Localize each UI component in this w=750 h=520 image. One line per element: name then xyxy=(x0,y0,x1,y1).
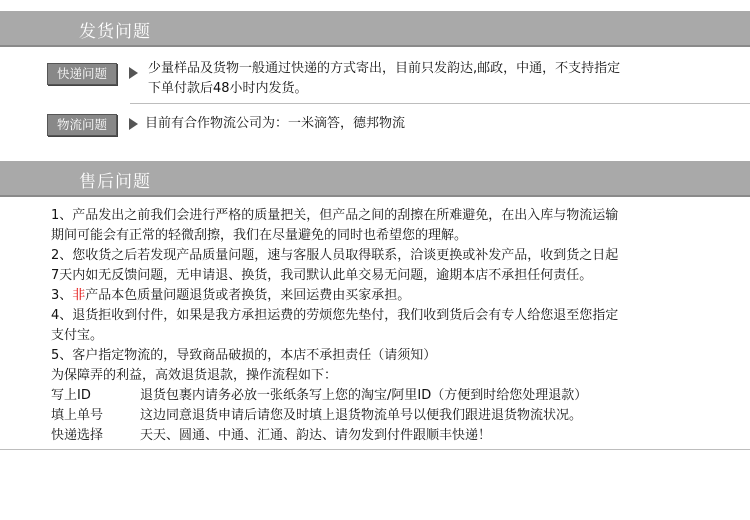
play-arrow-icon xyxy=(129,118,138,130)
express-tag-label: 快递问题 xyxy=(56,66,107,81)
logistics-tag xyxy=(47,114,117,136)
para4-line1: 4、退货拒收到付件，如果是我方承担运费的劳烦您先垫付，我们收到货后会有专人给您退至您指定 xyxy=(51,308,619,323)
para2-line2: 7天内如无反馈问题，无申请退、换货，我司默认此单交易无问题，逾期本店不承担任何责任。 xyxy=(51,268,593,283)
shipping-section-header xyxy=(0,11,750,47)
bottom-divider xyxy=(0,449,750,450)
aftersale-section-header xyxy=(0,161,750,197)
express-line-2: 下单付款后48小时内发货。 xyxy=(148,81,308,96)
express-line-1: 少量样品及货物一般通过快递的方式寄出，目前只发韵达,邮政，中通，不支持指定 xyxy=(148,61,621,76)
shipping-section-title: 发货问题 xyxy=(79,22,151,42)
process-key: 快递选择 xyxy=(51,428,104,443)
para3-prefix: 3、 xyxy=(51,288,73,303)
logistics-text: 目前有合作物流公司为：一米滴答，德邦物流 xyxy=(145,116,406,131)
logistics-tag-label: 物流问题 xyxy=(56,117,107,132)
para3-rest: 产品本色质量问题退货或者换货，来回运费由买家承担。 xyxy=(85,288,411,303)
aftersale-section-title: 售后问题 xyxy=(79,172,151,192)
process-key: 填上单号 xyxy=(51,408,104,423)
para4-line2: 支付宝。 xyxy=(51,328,104,343)
express-text xyxy=(148,59,620,99)
process-value: 天天、圆通、中通、汇通、韵达、请勿发到付件跟顺丰快递！ xyxy=(140,428,492,443)
para1-line2: 期间可能会有正常的轻微刮擦，我们在尽量避免的同时也希望您的理解。 xyxy=(51,228,468,243)
para2-line1: 2、您收货之后若发现产品质量问题，速与客服人员取得联系，洽谈更换或补发产品，收到货之日起 xyxy=(51,248,619,263)
para3-highlight: 非 xyxy=(72,288,86,303)
express-tag xyxy=(47,63,117,85)
para1-line1: 1、产品发出之前我们会进行严格的质量把关，但产品之间的刮擦在所难避免，在出入库与物流运输 xyxy=(51,208,619,223)
process-value: 退货包裹内请务必放一张纸条写上您的淘宝/阿里ID（方便到时给您处理退款） xyxy=(140,388,588,403)
process-key: 写上ID xyxy=(51,388,91,403)
divider xyxy=(130,103,750,104)
para3 xyxy=(51,286,731,306)
play-arrow-icon xyxy=(129,67,138,79)
process-intro: 为保障弄的利益，高效退货退款，操作流程如下： xyxy=(51,368,338,383)
aftersale-body xyxy=(51,206,731,386)
para5: 5、客户指定物流的，导致商品破损的，本店不承担责任（请须知） xyxy=(51,348,437,363)
process-value: 这边同意退货申请后请您及时填上退货物流单号以便我们跟进退货物流状况。 xyxy=(140,408,583,423)
